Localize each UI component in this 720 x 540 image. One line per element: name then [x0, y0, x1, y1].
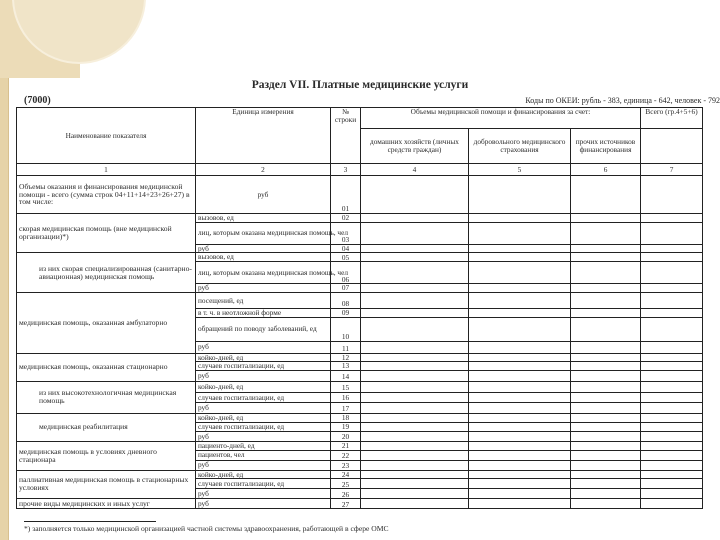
- value-cell-households[interactable]: [361, 489, 469, 499]
- okei-codes: Коды по ОКЕИ: рубль - 383, единица - 642, человек - 792: [525, 96, 720, 105]
- value-cell-other-sources[interactable]: [571, 370, 641, 381]
- indicator-name: скорая медицинская помощь (вне медицинской организации)*): [17, 214, 196, 253]
- header-funding-group: Объемы медицинской помощи и финансирования за счет:: [361, 108, 641, 129]
- value-cell-voluntary-insurance[interactable]: [469, 244, 571, 253]
- row-number-cell: 20: [331, 431, 361, 441]
- value-cell-households[interactable]: [361, 413, 469, 422]
- column-number: 1: [17, 164, 196, 176]
- header-households: домашних хозяйств (личных средств граждан): [361, 129, 469, 164]
- value-cell-voluntary-insurance[interactable]: [469, 262, 571, 284]
- unit-cell: вызовов, ед: [196, 253, 331, 262]
- value-cell-voluntary-insurance[interactable]: [469, 341, 571, 353]
- value-cell-other-sources[interactable]: [571, 402, 641, 413]
- indicator-name: Объемы оказания и финансирования медицинской помощи - всего (сумма строк 04+11+14+23+26+27) в том числе:: [17, 176, 196, 214]
- row-number-cell: 07: [331, 284, 361, 293]
- value-cell-households[interactable]: [361, 470, 469, 479]
- row-number-cell: 19: [331, 422, 361, 431]
- value-cell-voluntary-insurance[interactable]: [469, 413, 571, 422]
- column-number: 3: [331, 164, 361, 176]
- indicator-name: медицинская помощь, оказанная стационарно: [17, 353, 196, 381]
- value-cell-households[interactable]: [361, 431, 469, 441]
- value-cell-other-sources[interactable]: [571, 222, 641, 244]
- indicator-name: паллиативная медицинская помощь в стационарных условиях: [17, 470, 196, 499]
- unit-cell: пациентов, чел: [196, 450, 331, 460]
- header-voluntary-insurance: добровольного медицинского страхования: [469, 129, 571, 164]
- value-cell-households[interactable]: [361, 362, 469, 371]
- table-row: [17, 292, 703, 308]
- header-unit: Единица измерения: [196, 108, 331, 164]
- value-cell-voluntary-insurance[interactable]: [469, 353, 571, 362]
- value-cell-other-sources[interactable]: [571, 176, 641, 214]
- value-cell-voluntary-insurance[interactable]: [469, 253, 571, 262]
- value-cell-households[interactable]: [361, 460, 469, 470]
- value-cell-voluntary-insurance[interactable]: [469, 381, 571, 392]
- value-cell-other-sources[interactable]: [571, 341, 641, 353]
- column-number: 4: [361, 164, 469, 176]
- value-cell-households[interactable]: [361, 222, 469, 244]
- value-cell-voluntary-insurance[interactable]: [469, 317, 571, 341]
- unit-cell: руб: [196, 341, 331, 353]
- value-cell-total[interactable]: [641, 222, 703, 244]
- value-cell-total[interactable]: [641, 489, 703, 499]
- unit-cell: лиц, которым оказана медицинская помощь, чел: [196, 262, 331, 284]
- row-number-cell: 16: [331, 392, 361, 402]
- header-other-sources: прочих источников финансирования: [571, 129, 641, 164]
- value-cell-households[interactable]: [361, 441, 469, 450]
- table-row: [17, 499, 703, 509]
- table-row: [17, 214, 703, 223]
- unit-cell: койко-дней, ед: [196, 353, 331, 362]
- unit-cell: лиц, которым оказана медицинская помощь, чел: [196, 222, 331, 244]
- value-cell-other-sources[interactable]: [571, 470, 641, 479]
- header-total: Всего (гр.4+5+6): [641, 108, 703, 129]
- column-number: 2: [196, 164, 331, 176]
- value-cell-other-sources[interactable]: [571, 362, 641, 371]
- row-number-cell: 09: [331, 308, 361, 317]
- value-cell-total[interactable]: [641, 450, 703, 460]
- value-cell-households[interactable]: [361, 244, 469, 253]
- value-cell-other-sources[interactable]: [571, 308, 641, 317]
- value-cell-voluntary-insurance[interactable]: [469, 284, 571, 293]
- table-row: [17, 353, 703, 362]
- row-number-cell: 02: [331, 214, 361, 223]
- unit-cell: случаев госпитализации, ед: [196, 422, 331, 431]
- value-cell-other-sources[interactable]: [571, 431, 641, 441]
- value-cell-total[interactable]: [641, 341, 703, 353]
- table-row: [17, 470, 703, 479]
- value-cell-other-sources[interactable]: [571, 244, 641, 253]
- value-cell-voluntary-insurance[interactable]: [469, 450, 571, 460]
- unit-cell: случаев госпитализации, ед: [196, 362, 331, 371]
- row-number-cell: 25: [331, 479, 361, 489]
- section-title: Раздел VII. Платные медицинские услуги: [251, 79, 469, 91]
- row-number-cell: 03: [331, 222, 361, 244]
- value-cell-voluntary-insurance[interactable]: [469, 222, 571, 244]
- value-cell-households[interactable]: [361, 253, 469, 262]
- unit-cell: в т. ч. в неотложной форме: [196, 308, 331, 317]
- value-cell-other-sources[interactable]: [571, 292, 641, 308]
- unit-cell: посещений, ед: [196, 292, 331, 308]
- value-cell-voluntary-insurance[interactable]: [469, 479, 571, 489]
- value-cell-other-sources[interactable]: [571, 262, 641, 284]
- row-number-cell: 12: [331, 353, 361, 362]
- column-number: 6: [571, 164, 641, 176]
- value-cell-households[interactable]: [361, 381, 469, 392]
- indicator-name: из них скорая специализированная (санитарно-авиационная) медицинская помощь: [17, 253, 196, 293]
- row-number-cell: 01: [331, 176, 361, 214]
- header-indicator-name: Наименование показателя: [17, 108, 196, 164]
- value-cell-households[interactable]: [361, 450, 469, 460]
- value-cell-voluntary-insurance[interactable]: [469, 176, 571, 214]
- decorative-side-strip: [0, 78, 9, 540]
- value-cell-households[interactable]: [361, 392, 469, 402]
- unit-cell: руб: [196, 431, 331, 441]
- indicator-name: медицинская помощь, оказанная амбулаторно: [17, 292, 196, 353]
- row-number-cell: 17: [331, 402, 361, 413]
- value-cell-other-sources[interactable]: [571, 422, 641, 431]
- value-cell-households[interactable]: [361, 341, 469, 353]
- unit-cell: руб: [196, 370, 331, 381]
- unit-cell: койко-дней, ед: [196, 470, 331, 479]
- value-cell-households[interactable]: [361, 479, 469, 489]
- value-cell-total[interactable]: [641, 381, 703, 392]
- value-cell-households[interactable]: [361, 370, 469, 381]
- unit-cell: руб: [196, 499, 331, 509]
- unit-cell: руб: [196, 460, 331, 470]
- unit-cell: койко-дней, ед: [196, 413, 331, 422]
- indicator-name: медицинская реабилитация: [17, 413, 196, 441]
- value-cell-total[interactable]: [641, 262, 703, 284]
- value-cell-households[interactable]: [361, 284, 469, 293]
- value-cell-voluntary-insurance[interactable]: [469, 292, 571, 308]
- value-cell-voluntary-insurance[interactable]: [469, 362, 571, 371]
- unit-cell: пациенто-дней, ед: [196, 441, 331, 450]
- value-cell-other-sources[interactable]: [571, 253, 641, 262]
- row-number-cell: 18: [331, 413, 361, 422]
- value-cell-other-sources[interactable]: [571, 450, 641, 460]
- value-cell-total[interactable]: [641, 470, 703, 479]
- value-cell-voluntary-insurance[interactable]: [469, 308, 571, 317]
- value-cell-total[interactable]: [641, 284, 703, 293]
- value-cell-households[interactable]: [361, 402, 469, 413]
- unit-cell: случаев госпитализации, ед: [196, 479, 331, 489]
- value-cell-households[interactable]: [361, 292, 469, 308]
- unit-cell: руб: [196, 489, 331, 499]
- value-cell-total[interactable]: [641, 176, 703, 214]
- value-cell-other-sources[interactable]: [571, 489, 641, 499]
- column-number: 5: [469, 164, 571, 176]
- value-cell-total[interactable]: [641, 214, 703, 223]
- value-cell-other-sources[interactable]: [571, 441, 641, 450]
- unit-cell: руб: [196, 176, 331, 214]
- value-cell-voluntary-insurance[interactable]: [469, 370, 571, 381]
- value-cell-voluntary-insurance[interactable]: [469, 392, 571, 402]
- value-cell-other-sources[interactable]: [571, 284, 641, 293]
- value-cell-households[interactable]: [361, 214, 469, 223]
- row-number-cell: 04: [331, 244, 361, 253]
- decorative-corner: [0, 0, 80, 78]
- value-cell-other-sources[interactable]: [571, 381, 641, 392]
- value-cell-voluntary-insurance[interactable]: [469, 441, 571, 450]
- unit-cell: случаев госпитализации, ед: [196, 392, 331, 402]
- value-cell-other-sources[interactable]: [571, 460, 641, 470]
- value-cell-total[interactable]: [641, 362, 703, 371]
- value-cell-total[interactable]: [641, 441, 703, 450]
- row-number-cell: 22: [331, 450, 361, 460]
- table-row: [17, 441, 703, 450]
- value-cell-voluntary-insurance[interactable]: [469, 214, 571, 223]
- value-cell-other-sources[interactable]: [571, 353, 641, 362]
- table-row: [17, 413, 703, 422]
- value-cell-other-sources[interactable]: [571, 392, 641, 402]
- row-number-cell: 24: [331, 470, 361, 479]
- header-row-number: № строки: [331, 108, 361, 164]
- value-cell-total[interactable]: [641, 317, 703, 341]
- value-cell-other-sources[interactable]: [571, 479, 641, 489]
- value-cell-voluntary-insurance[interactable]: [469, 431, 571, 441]
- value-cell-other-sources[interactable]: [571, 317, 641, 341]
- value-cell-voluntary-insurance[interactable]: [469, 460, 571, 470]
- form-code: (7000): [24, 95, 51, 106]
- unit-cell: вызовов, ед: [196, 214, 331, 223]
- table-row: [17, 253, 703, 262]
- row-number-cell: 11: [331, 341, 361, 353]
- row-number-cell: 14: [331, 370, 361, 381]
- value-cell-households[interactable]: [361, 308, 469, 317]
- value-cell-households[interactable]: [361, 262, 469, 284]
- indicator-name: медицинская помощь в условиях дневного стационара: [17, 441, 196, 470]
- value-cell-total[interactable]: [641, 413, 703, 422]
- table-row: [17, 381, 703, 392]
- value-cell-total[interactable]: [641, 244, 703, 253]
- value-cell-total[interactable]: [641, 479, 703, 489]
- value-cell-other-sources[interactable]: [571, 413, 641, 422]
- value-cell-total[interactable]: [641, 402, 703, 413]
- table-row: [17, 176, 703, 214]
- row-number-cell: 05: [331, 253, 361, 262]
- paid-services-table: [16, 107, 703, 509]
- value-cell-voluntary-insurance[interactable]: [469, 489, 571, 499]
- value-cell-voluntary-insurance[interactable]: [469, 422, 571, 431]
- row-number-cell: 13: [331, 362, 361, 371]
- row-number-cell: 26: [331, 489, 361, 499]
- value-cell-voluntary-insurance[interactable]: [469, 402, 571, 413]
- unit-cell: обращений по поводу заболеваний, ед: [196, 317, 331, 341]
- value-cell-other-sources[interactable]: [571, 214, 641, 223]
- value-cell-total[interactable]: [641, 292, 703, 308]
- value-cell-total[interactable]: [641, 422, 703, 431]
- value-cell-total[interactable]: [641, 431, 703, 441]
- value-cell-households[interactable]: [361, 422, 469, 431]
- value-cell-total[interactable]: [641, 370, 703, 381]
- footnote: *) заполняется только медицинской организацией частной системы здравоохранения, работающей в сфере ОМС: [24, 524, 389, 533]
- row-number-cell: 23: [331, 460, 361, 470]
- unit-cell: койко-дней, ед: [196, 381, 331, 392]
- value-cell-total[interactable]: [641, 253, 703, 262]
- value-cell-total[interactable]: [641, 460, 703, 470]
- unit-cell: руб: [196, 402, 331, 413]
- value-cell-households[interactable]: [361, 317, 469, 341]
- row-number-cell: 10: [331, 317, 361, 341]
- row-number-cell: 08: [331, 292, 361, 308]
- row-number-cell: 15: [331, 381, 361, 392]
- value-cell-other-sources[interactable]: [571, 499, 641, 509]
- indicator-name: прочие виды медицинских и иных услуг: [17, 499, 196, 509]
- value-cell-total[interactable]: [641, 392, 703, 402]
- row-number-cell: 27: [331, 499, 361, 509]
- value-cell-households[interactable]: [361, 499, 469, 509]
- row-number-cell: 21: [331, 441, 361, 450]
- value-cell-voluntary-insurance[interactable]: [469, 499, 571, 509]
- unit-cell: руб: [196, 244, 331, 253]
- value-cell-households[interactable]: [361, 176, 469, 214]
- column-number: 7: [641, 164, 703, 176]
- header-total-blank: [641, 129, 703, 164]
- value-cell-voluntary-insurance[interactable]: [469, 470, 571, 479]
- indicator-name: из них высокотехнологичная медицинская помощь: [17, 381, 196, 413]
- row-number-cell: 06: [331, 262, 361, 284]
- unit-cell: руб: [196, 284, 331, 293]
- value-cell-total[interactable]: [641, 353, 703, 362]
- value-cell-total[interactable]: [641, 308, 703, 317]
- value-cell-total[interactable]: [641, 499, 703, 509]
- value-cell-households[interactable]: [361, 353, 469, 362]
- footnote-divider: [24, 521, 156, 522]
